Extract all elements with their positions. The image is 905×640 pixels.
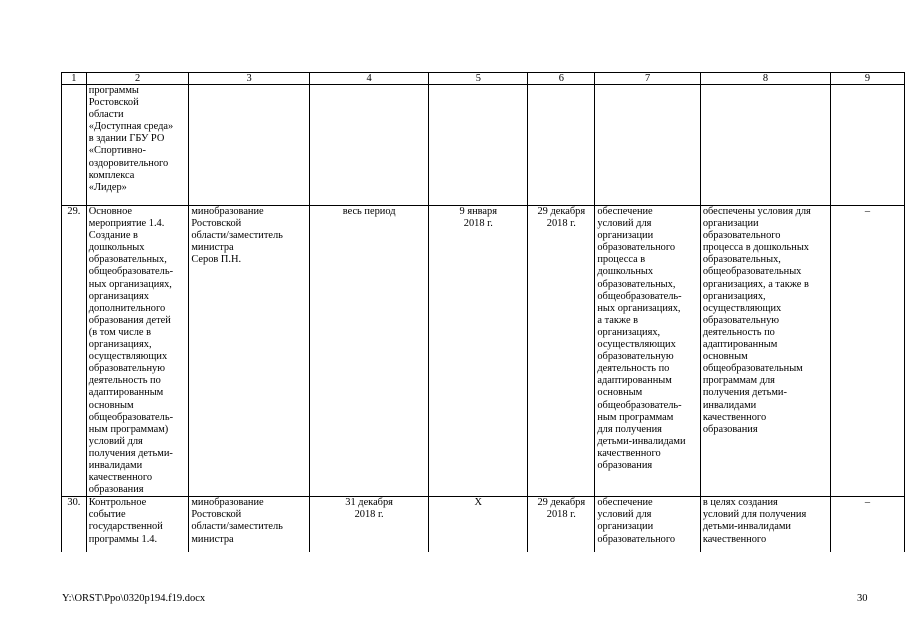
column-header: 8	[700, 73, 830, 85]
measure-name-cell: программы Ростовской области «Доступная среда» в здании ГБУ РО «Спортивно- оздоровительного комплекса «Лидер»	[86, 85, 189, 206]
expected-result-cell: обеспечение условий для организации образовательного процесса в дошкольных образовательных, общеобразователь- ных организациях, а также в организациях, осуществляющих образовательную деятельность по адаптированным основным общеобразователь- ным программам для получения детьми-инвалидами качественного образования	[595, 206, 700, 497]
row-number	[62, 85, 87, 206]
start-date-cell: 9 января 2018 г.	[429, 206, 528, 497]
period-cell	[309, 85, 428, 206]
table-row	[62, 206, 905, 497]
end-date-cell: 29 декабря 2018 г.	[528, 206, 595, 497]
row-number: 29.	[62, 206, 87, 497]
actual-result-cell: обеспечены условия для организации образовательного процесса в дошкольных образовательных, общеобразовательных организациях, а также в организациях, осуществляющих образовательную деятельность по адаптированным основным общеобразовательным программам для получения детьми- инвалидами качественного образования	[700, 206, 830, 497]
actual-result-cell: в целях создания условий для получения детьми-инвалидами качественного	[700, 497, 830, 553]
expected-result-cell: обеспечение условий для организации образовательного	[595, 497, 700, 553]
column-header: 6	[528, 73, 595, 85]
note-cell: –	[831, 497, 905, 553]
end-date-cell	[528, 85, 595, 206]
column-header: 1	[62, 73, 87, 85]
page-number: 30	[857, 593, 868, 604]
footer-file-path: Y:\ORST\Ppo\0320p194.f19.docx	[62, 593, 206, 604]
column-header: 7	[595, 73, 700, 85]
responsible-cell	[189, 85, 310, 206]
actual-result-cell	[700, 85, 830, 206]
table-row	[62, 85, 905, 206]
program-table	[61, 72, 905, 552]
responsible-cell: минобразование Ростовской области/заместитель министра	[189, 497, 310, 553]
start-date-cell	[429, 85, 528, 206]
header-row	[62, 73, 905, 85]
start-date-cell: Х	[429, 497, 528, 553]
note-cell: –	[831, 206, 905, 497]
measure-name-cell: Контрольное событие государственной программы 1.4.	[86, 497, 189, 553]
column-header: 9	[831, 73, 905, 85]
responsible-cell: минобразование Ростовской области/заместитель министра Серов П.Н.	[189, 206, 310, 497]
column-header: 3	[189, 73, 310, 85]
table-row	[62, 497, 905, 553]
period-cell: 31 декабря 2018 г.	[309, 497, 428, 553]
column-header: 5	[429, 73, 528, 85]
measure-name-cell: Основное мероприятие 1.4. Создание в дошкольных образовательных, общеобразователь- ных организациях, организациях дополнительного образования детей (в том числе в организациях, осуществляющих образовательную деятельность по адаптированным основным общеобразователь- ным программам) условий для получения детьми- инвалидами качественного образования	[86, 206, 189, 497]
row-number: 30.	[62, 497, 87, 553]
period-cell: весь период	[309, 206, 428, 497]
expected-result-cell	[595, 85, 700, 206]
column-header: 2	[86, 73, 189, 85]
end-date-cell: 29 декабря 2018 г.	[528, 497, 595, 553]
note-cell	[831, 85, 905, 206]
column-header: 4	[309, 73, 428, 85]
